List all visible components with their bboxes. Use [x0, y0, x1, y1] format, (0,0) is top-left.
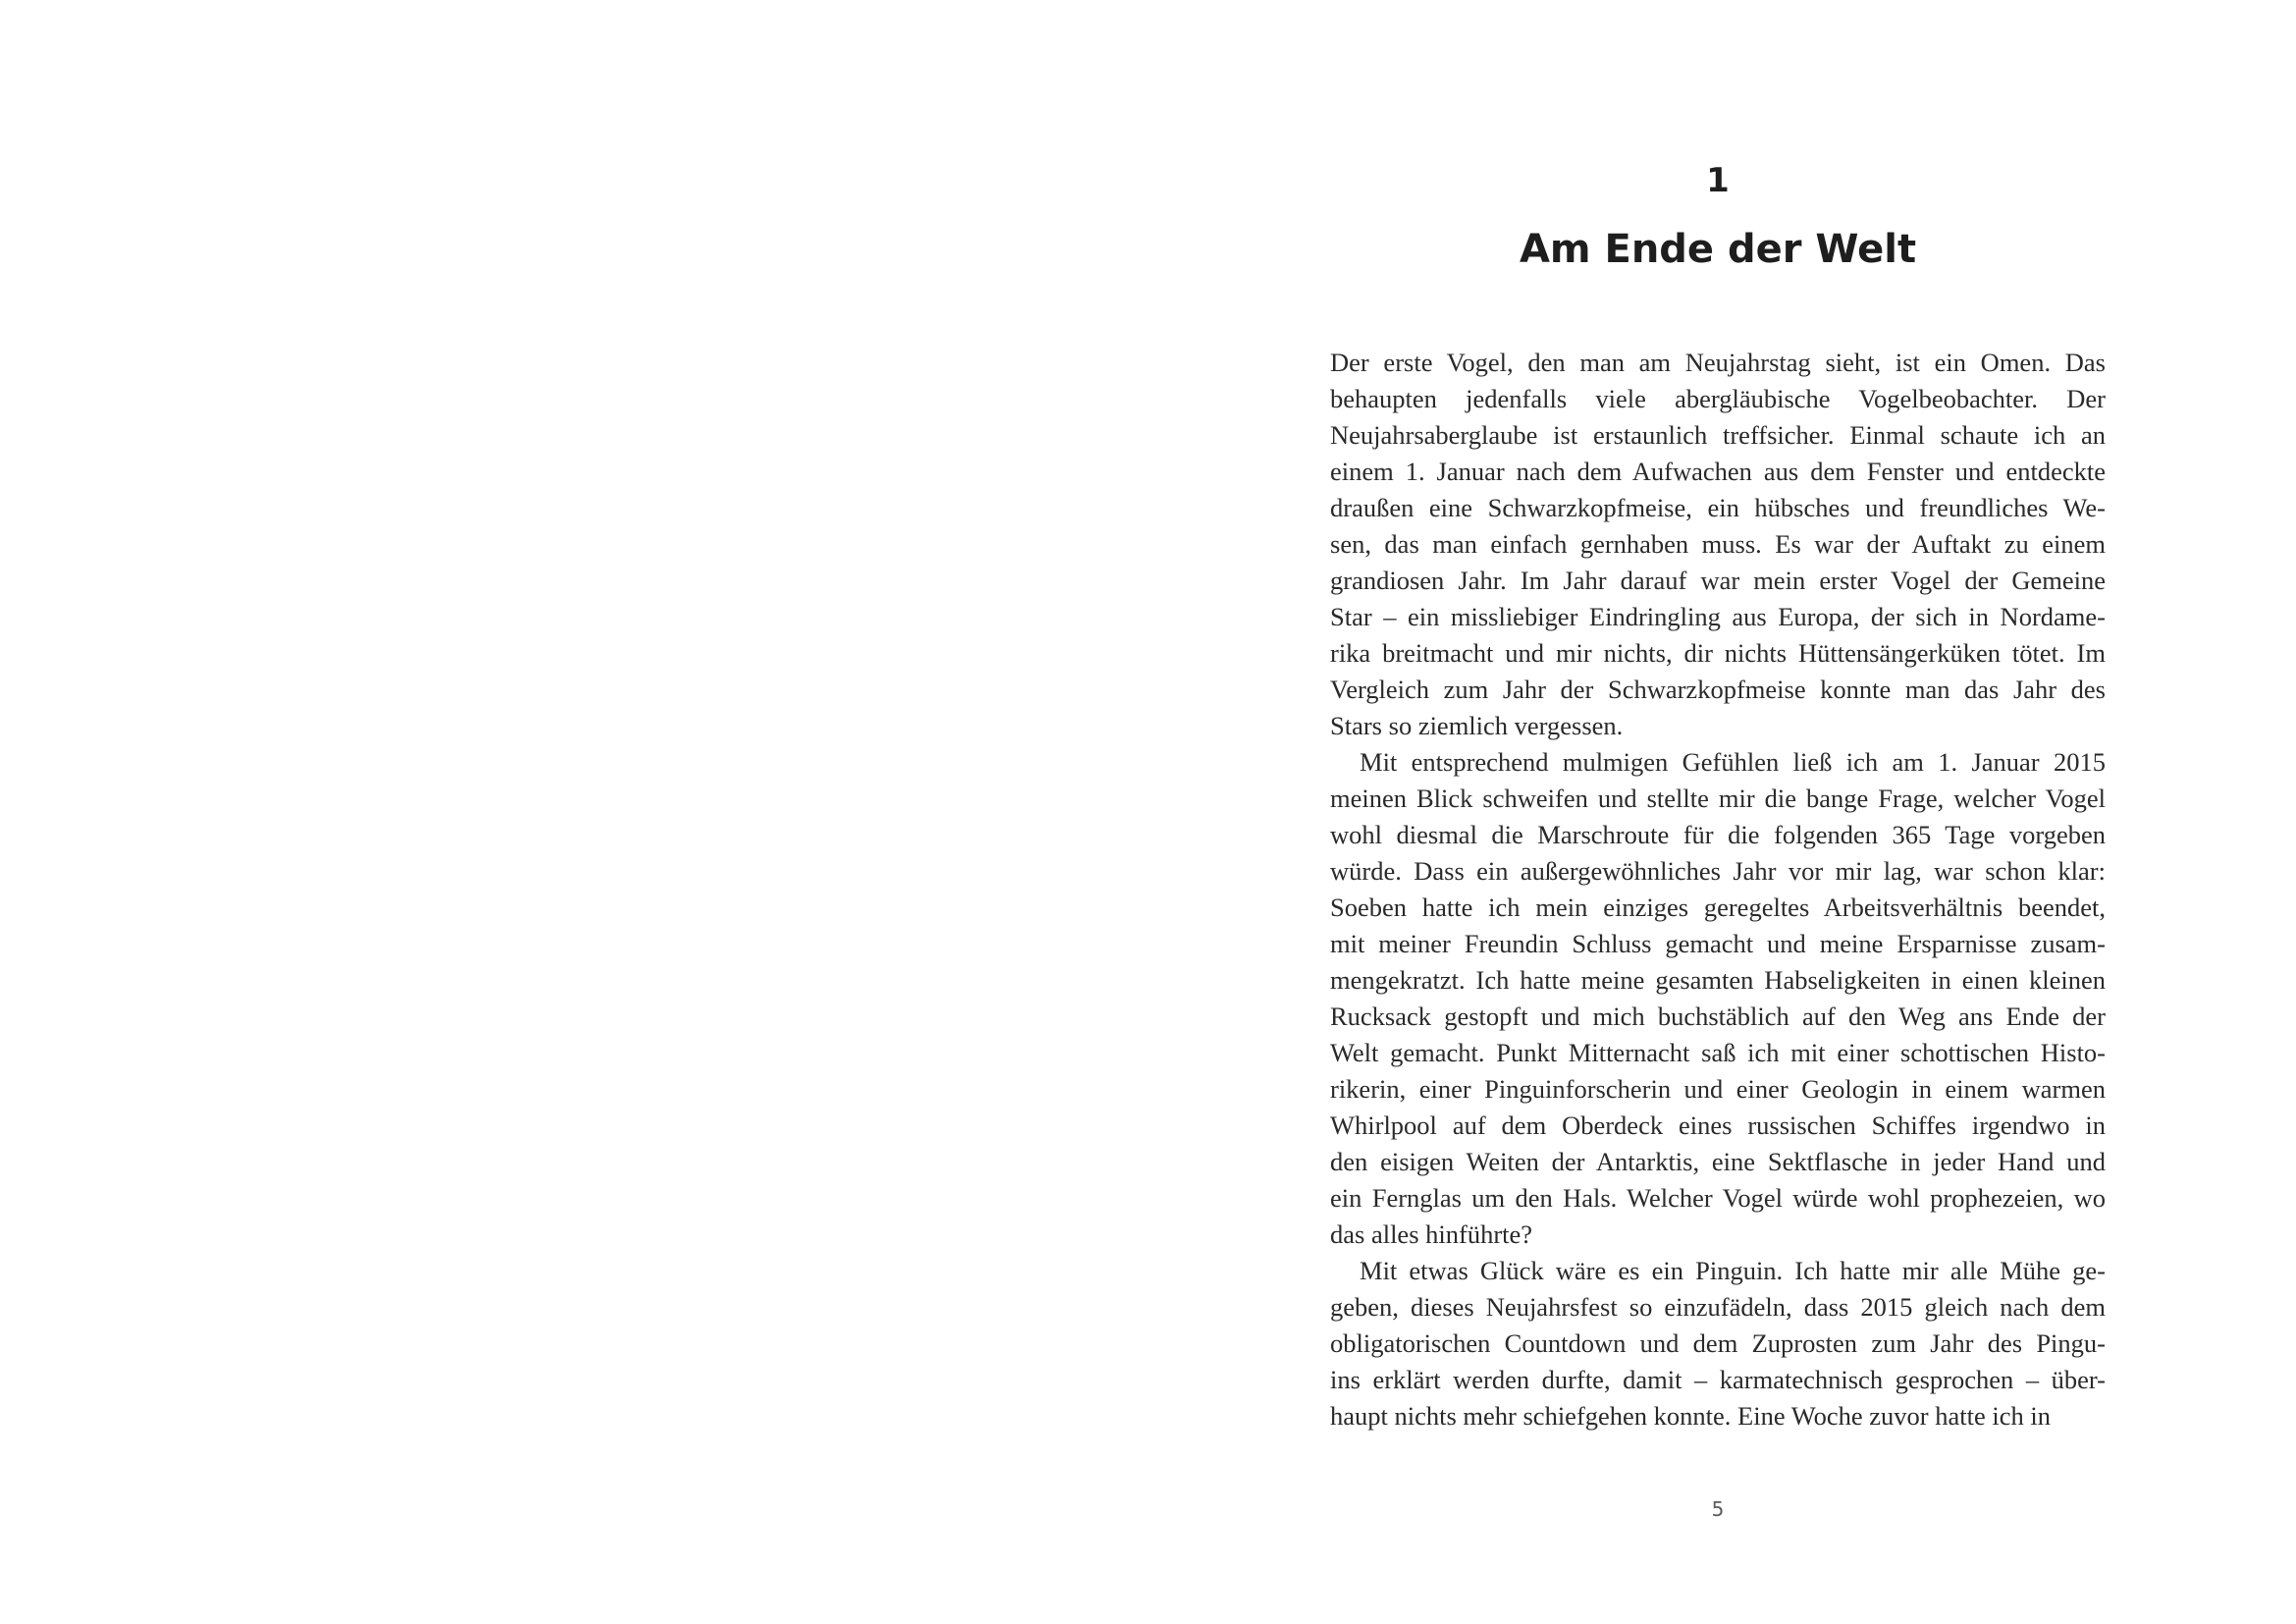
text-line: ins erklärt werden durfte, damit – karmatechnisch gesprochen – über- [1330, 1365, 2106, 1394]
text-line: das alles hinführte? [1330, 1219, 1533, 1249]
text-line: einem 1. Januar nach dem Aufwachen aus dem Fenster und entdeckte [1330, 457, 2106, 486]
text-line: Stars so ziemlich vergessen. [1330, 711, 1624, 740]
text-line: Rucksack gestopft und mich buchstäblich auf den Weg ans Ende der [1330, 1001, 2106, 1031]
text-line: rikerin, einer Pinguinforscherin und einer Geologin in einem warmen [1330, 1074, 2106, 1104]
text-line: draußen eine Schwarzkopfmeise, ein hübsches und freundliches We- [1330, 493, 2106, 522]
paragraph [1330, 1253, 2106, 1435]
text-line: Star – ein missliebiger Eindringling aus Europa, der sich in Nordame- [1330, 602, 2106, 631]
paragraph [1330, 744, 2106, 1253]
text-line: rika breitmacht und mir nichts, dir nichts Hüttensängerküken tötet. Im [1330, 638, 2106, 668]
text-line: ein Fernglas um den Hals. Welcher Vogel würde wohl prophezeien, wo [1330, 1183, 2106, 1213]
text-line: mengekratzt. Ich hatte meine gesamten Habseligkeiten in einen kleinen [1330, 965, 2106, 995]
text-line: geben, dieses Neujahrsfest so einzufädeln, dass 2015 gleich nach dem [1330, 1292, 2106, 1322]
text-line: sen, das man einfach gernhaben muss. Es war der Auftakt zu einem [1330, 529, 2106, 559]
text-line: würde. Dass ein außergewöhnliches Jahr vor mir lag, war schon klar: [1330, 856, 2106, 886]
text-line: mit meiner Freundin Schluss gemacht und meine Ersparnisse zusam- [1330, 929, 2106, 958]
chapter-body-text [1330, 345, 2106, 1435]
chapter-title: Am Ende der Welt [1519, 227, 1917, 272]
text-line: Neujahrsaberglaube ist erstaunlich treffsicher. Einmal schaute ich an [1330, 420, 2106, 450]
page-number: 5 [1711, 1497, 1725, 1521]
text-line: Whirlpool auf dem Oberdeck eines russischen Schiffes irgendwo in [1330, 1110, 2106, 1140]
text-line: Vergleich zum Jahr der Schwarzkopfmeise konnte man das Jahr des [1330, 675, 2106, 704]
paragraph [1330, 345, 2106, 744]
text-line: meinen Blick schweifen und stellte mir die bange Frage, welcher Vogel [1330, 784, 2106, 813]
text-line: Der erste Vogel, den man am Neujahrstag sieht, ist ein Omen. Das [1330, 348, 2106, 377]
text-line: Welt gemacht. Punkt Mitternacht saß ich mit einer schottischen Histo- [1330, 1038, 2106, 1067]
text-line: wohl diesmal die Marschroute für die folgenden 365 Tage vorgeben [1330, 820, 2106, 849]
text-line: Mit etwas Glück wäre es ein Pinguin. Ich hatte mir alle Mühe ge- [1360, 1256, 2106, 1285]
text-line: Soeben hatte ich mein einziges geregeltes Arbeitsverhältnis beendet, [1330, 893, 2106, 922]
text-line: Mit entsprechend mulmigen Gefühlen ließ ich am 1. Januar 2015 [1360, 747, 2106, 777]
text-line: den eisigen Weiten der Antarktis, eine Sektflasche in jeder Hand und [1330, 1147, 2106, 1176]
text-line: behaupten jedenfalls viele abergläubische Vogelbeobachter. Der [1330, 384, 2106, 413]
text-line: obligatorischen Countdown und dem Zuprosten zum Jahr des Pingu- [1330, 1328, 2106, 1358]
chapter-number: 1 [1706, 161, 1730, 200]
text-line: grandiosen Jahr. Im Jahr darauf war mein erster Vogel der Gemeine [1330, 566, 2106, 595]
text-line: haupt nichts mehr schiefgehen konnte. Eine Woche zuvor hatte ich in [1330, 1401, 2051, 1431]
